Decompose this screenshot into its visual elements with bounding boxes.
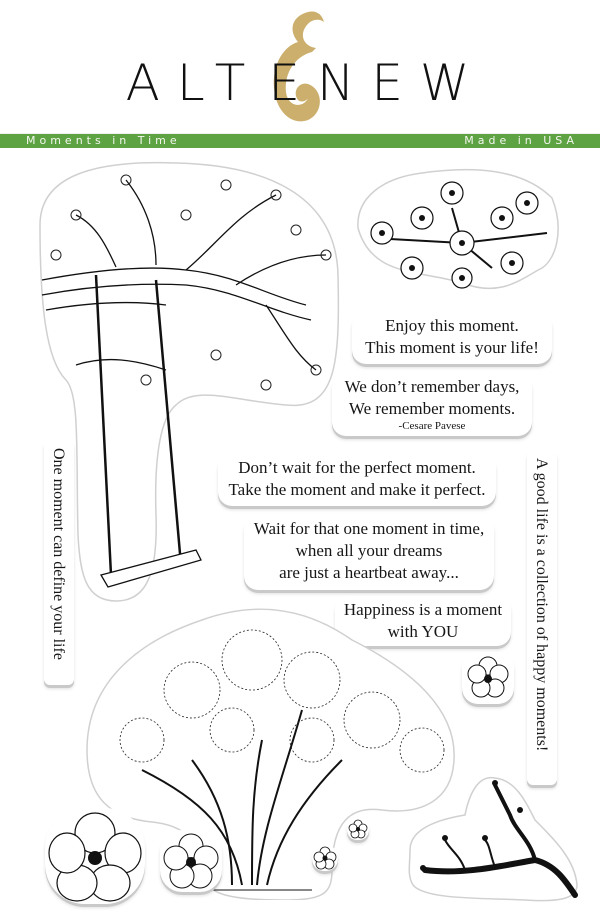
brand-suffix: NEW — [316, 54, 487, 112]
flower-icon — [462, 652, 514, 704]
vertical-quote-right: A good life is a collection of happy moments! — [533, 458, 550, 752]
tiny-flower-stamp — [347, 818, 369, 840]
silhouette-branch-stamp — [405, 770, 580, 905]
medium-flower-stamp — [160, 830, 222, 892]
quote-5-line-2: with YOU — [387, 622, 459, 641]
quote-stamp-1 — [352, 312, 552, 364]
brand-prefix: ALT — [125, 54, 263, 112]
title-band — [0, 133, 600, 148]
medium-flower-icon — [160, 830, 222, 892]
brand-wordmark: ALT ENEW — [125, 54, 487, 112]
small-flower-stamp — [312, 845, 338, 871]
quote-1-line-1: Enjoy this moment. — [385, 316, 519, 335]
quote-1-line-2: This moment is your life! — [365, 338, 539, 357]
single-flower-right-stamp — [462, 652, 514, 704]
vertical-quote-left-stamp — [44, 440, 74, 685]
vertical-quote-left: One moment can define your life — [50, 448, 67, 660]
quote-4-line-3: are just a heartbeat away... — [279, 563, 459, 582]
silhouette-branch-illustration — [405, 770, 580, 905]
quote-5-line-1: Happiness is a moment — [343, 600, 503, 619]
quote-stamp-4 — [244, 516, 494, 590]
vertical-quote-right-stamp — [527, 450, 557, 785]
quote-2-line-2: We remember moments. — [348, 399, 516, 418]
quote-stamp-2 — [332, 374, 532, 436]
small-flower-icon — [312, 845, 338, 871]
blossom-branch-stamp — [352, 158, 562, 296]
quote-4-line-1: Wait for that one moment in time, — [253, 519, 485, 538]
quote-2-attribution: -Cesare Pavese — [398, 420, 466, 432]
tiny-flower-icon — [347, 818, 369, 840]
quote-2-line-1: We don’t remember days, — [344, 377, 520, 396]
product-title: Moments in Time — [26, 134, 181, 147]
cherry-blossom-branch-illustration — [352, 158, 562, 296]
quote-3-line-2: Take the moment and make it perfect. — [228, 480, 486, 499]
quote-stamp-3 — [218, 454, 496, 506]
origin-label: Made in USA — [464, 134, 578, 147]
quote-4-line-2: when all your dreams — [295, 541, 443, 560]
large-flower-stamp — [45, 808, 145, 904]
large-flower-icon — [45, 808, 145, 904]
quote-3-line-1: Don’t wait for the perfect moment. — [238, 458, 476, 477]
brand-logo — [0, 0, 600, 130]
